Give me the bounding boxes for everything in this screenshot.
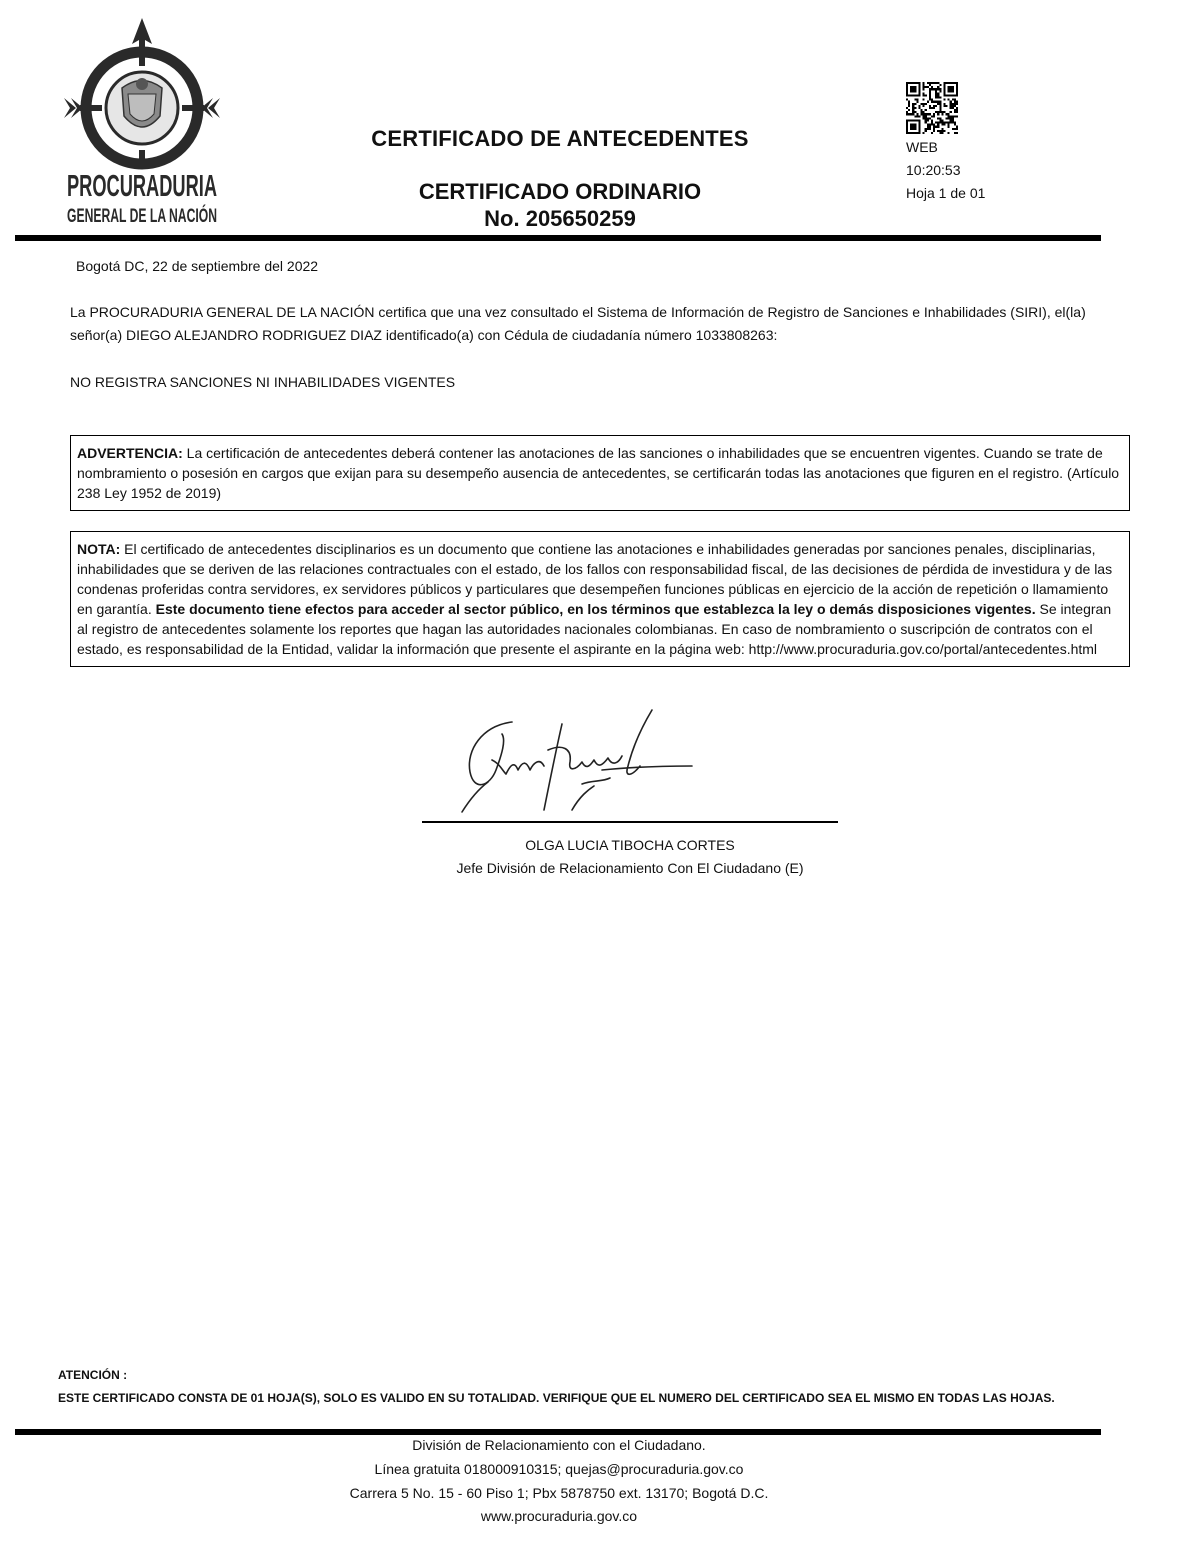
- document-subtitle: CERTIFICADO ORDINARIO: [418, 179, 702, 204]
- issue-date: Bogotá DC, 22 de septiembre del 2022: [76, 258, 319, 274]
- footer-divider: [15, 1429, 1101, 1435]
- statement-text: :: [773, 327, 778, 343]
- document-title: CERTIFICADO DE ANTECEDENTES: [371, 126, 749, 151]
- id-number: 1033808263: [695, 327, 774, 343]
- statement-text: La PROCURADURIA GENERAL DE LA NACIÓN certifica que una vez consultado el Sistema de Información de Registro de Sanciones e Inhabilidades (SIRI), el(la) señor(a): [70, 304, 1086, 343]
- certificate-number: No. 205650259: [484, 206, 636, 231]
- statement-text: identificado(a) con Cédula de ciudadanía número: [381, 327, 696, 343]
- qr-code-icon: [906, 82, 958, 134]
- handwritten-signature: [452, 700, 702, 825]
- header-meta: [906, 136, 985, 205]
- attention-text: ESTE CERTIFICADO CONSTA DE 01 HOJA(S), SOLO ES VALIDO EN SU TOTALIDAD. VERIFIQUE QUE EL NUMERO DEL CERTIFICADO SEA EL MISMO EN TODAS LAS HOJAS.: [58, 1391, 1055, 1405]
- note-bold-text: Este documento tiene efectos para acceder al sector público, en los términos que establezca la ley o demás disposiciones vigentes.: [155, 601, 1036, 617]
- procuraduria-logo: [62, 18, 302, 230]
- footer-contact: Línea gratuita 018000910315; quejas@procuraduria.gov.co: [374, 1461, 744, 1477]
- signer-name: OLGA LUCIA TIBOCHA CORTES: [525, 837, 735, 853]
- footer-website: www.procuraduria.gov.co: [480, 1508, 638, 1524]
- logo-text-line2: GENERAL DE LA NACIÓN: [67, 206, 302, 227]
- page-count: Hoja 1 de 01: [906, 185, 986, 201]
- certification-statement: [70, 301, 1134, 347]
- note-box: [70, 531, 1130, 667]
- warning-text: La certificación de antecedentes deberá contener las anotaciones de las sanciones o inhabilidades que se encuentren vigentes. Cuando se trate de nombramiento o posesión en cargos que exijan para su desempeño ausencia de antecedentes, se certificarán todas las anotaciones que figuren en el registro. (Artículo 238 Ley 1952 de 2019): [77, 445, 1120, 501]
- warning-box: [70, 435, 1130, 511]
- logo-text-line1: PROCURADURIA: [67, 168, 217, 203]
- certification-result: NO REGISTRA SANCIONES NI INHABILIDADES VIGENTES: [70, 374, 456, 390]
- channel-label: WEB: [906, 139, 938, 155]
- note-text: Se integran al registro de antecedentes solamente los reportes que hagan las autoridades nacionales colombianas. En caso de nombramiento o suscripción de contratos con el estado, es responsabilidad de la Entidad, validar la información que presente el aspirante en la página web: http://www.procuraduria.gov.co/portal/antecedentes.html: [77, 601, 1112, 657]
- note-label: NOTA:: [77, 541, 121, 557]
- attention-title: ATENCIÓN :: [58, 1368, 128, 1382]
- header-divider: [15, 235, 1101, 241]
- note-text: El certificado de antecedentes disciplinarios es un documento que contiene las anotaciones e inhabilidades generadas por sanciones penales, disciplinarias, inhabilidades que se deriven de las relaciones contractuales con el estado, de los fallos con responsabilidad fiscal, de las decisiones de pérdida de investidura y de las condenas proferidas contra servidores, ex servidores públicos y particulares que desempeñen funciones públicas en ejercicio de la acción de repetición o llamamiento en garantía.: [77, 541, 1113, 617]
- person-name: DIEGO ALEJANDRO RODRIGUEZ DIAZ: [126, 327, 382, 343]
- footer-address: Carrera 5 No. 15 - 60 Piso 1; Pbx 5878750 ext. 13170; Bogotá D.C.: [349, 1485, 769, 1501]
- warning-label: ADVERTENCIA:: [77, 445, 183, 461]
- signer-role: Jefe División de Relacionamiento Con El Ciudadano (E): [456, 860, 804, 876]
- issue-time: 10:20:53: [906, 162, 961, 178]
- signature-line: [422, 821, 838, 823]
- footer-division: División de Relacionamiento con el Ciudadano.: [412, 1437, 706, 1453]
